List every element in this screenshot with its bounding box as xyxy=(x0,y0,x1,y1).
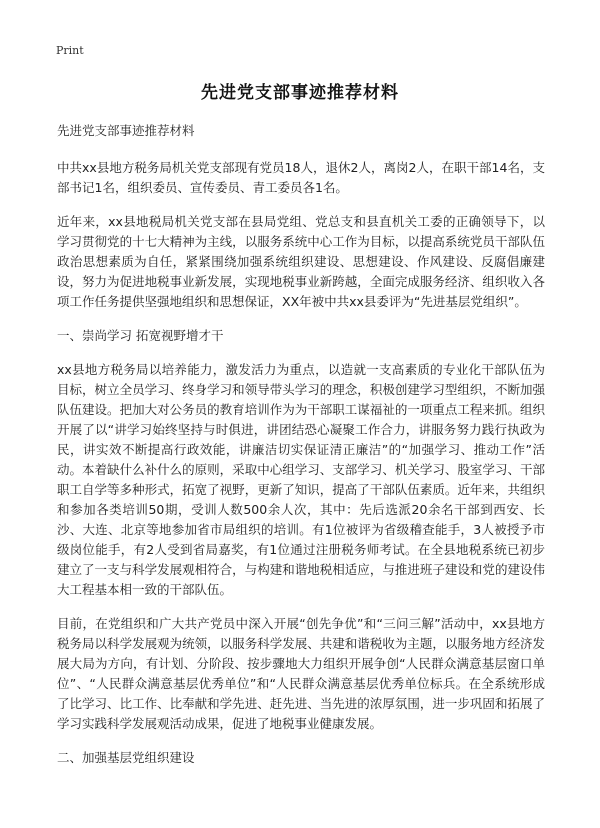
paragraph-membership: 中共xx县地方税务局机关党支部现有党员18人，退休2人，离岗2人，在职干部14名，支部书记1名，组织委员、宣传委员、青工委员各1名。 xyxy=(57,160,545,195)
section-heading-party-building: 二、加强基层党组织建设 xyxy=(57,750,195,765)
document-body xyxy=(57,120,545,782)
print-link[interactable]: Print xyxy=(56,44,84,57)
document-title: 先进党支部事迹推荐材料 xyxy=(201,83,399,103)
document-subtitle: 先进党支部事迹推荐材料 xyxy=(57,123,195,138)
paragraph-learning: xx县地方税务局以培养能力，激发活力为重点，以造就一支高素质的专业化干部队伍为目标，树立全员学习、终身学习和领导带头学习的理念，积极创建学习型组织，不断加强队伍建设。把加大对公务员的教育培训作为为干部职工谋福祉的一项重点工程来抓。组织开展了以“讲学习始终坚持与时俱进，讲团结恐心凝聚工作合力，讲服务努力践行执政为民，讲实效不断提高行政效能，讲廉洁切实保证清正廉洁”的“加强学习、推动工作”活动。本着缺什么补什么的原则，采取中心组学习、支部学习、机关学习、股室学习、干部职工自学等多种形式，拓宽了视野，更新了知识，提高了干部队伍素质。近年来，共组织和参加各类培训50期，受训人数500余人次，其中：先后选派20余名干部到西安、长沙、大连、北京等地参加省市局组织的培训。有1位被评为省级稽查能手，3人被授予市级岗位能手，有2人受到省局嘉奖，有1位通过注册税务师考试。在全县地税系统已初步建立了一支与科学发展观相符合，与构建和谐地税相适应，与推进班子建设和党的建设伟大工程基本相一致的干部队伍。 xyxy=(57,362,545,597)
paragraph-activities: 目前，在党组织和广大共产党员中深入开展“创先争优”和“三问三解”活动中，xx县地方税务局以科学发展观为统领，以服务科学发展、共建和谐税收为主题，以服务地方经济发展大局为方向，有计划、分阶段、按步骤地大力组织开展争创“人民群众满意基层窗口单位”、“人民群众满意基层优秀单位”和“人民群众满意基层优秀单位标兵。在全系统形成了比学习、比工作、比奉献和学先进、赶先进、当先进的浓厚氛围，进一步巩固和拓展了学习实践科学发展观活动成果，促进了地税事业健康发展。 xyxy=(57,616,545,731)
paragraph-overview: 近年来，xx县地税局机关党支部在县局党组、党总支和县直机关工委的正确领导下，以学习贯彻党的十七大精神为主线，以服务系统中心工作为目标，以提高系统党员干部队伍政治思想素质为自任，紧紧围绕加强系统组织建设、思想建设、作风建设、反腐倡廉建设，努力为促进地税事业新发展，实现地税事业新跨越，全面完成服务经济、组织收入各项工作任务提供坚强地组织和思想保证，XX年被中共xx县委评为“先进基层党组织”。 xyxy=(57,214,545,309)
section-heading-learning: 一、崇尚学习 拓宽视野增才干 xyxy=(57,328,224,343)
